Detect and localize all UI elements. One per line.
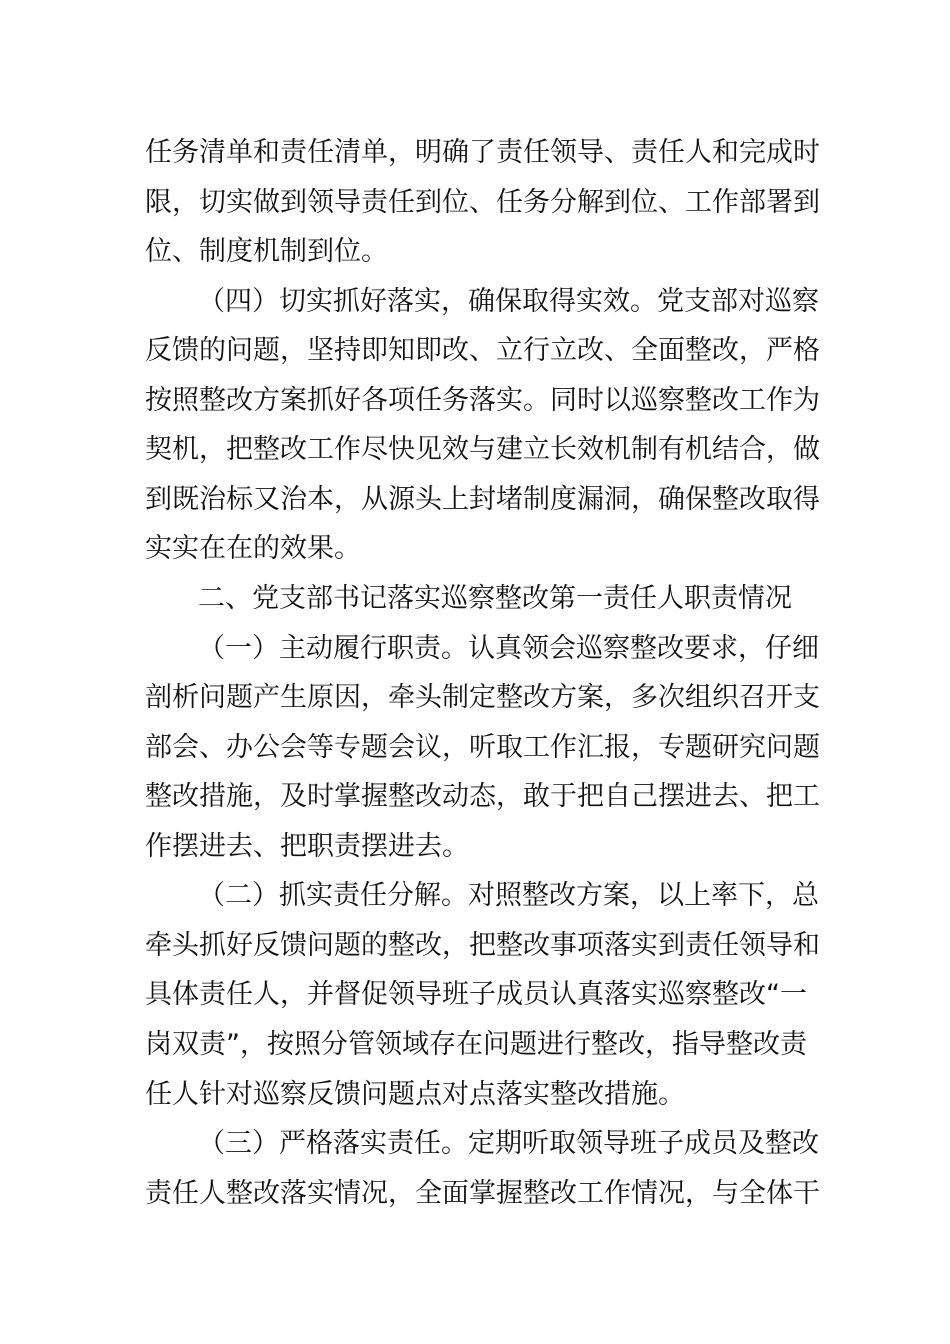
text-line: 到既治标又治本，从源头上封堵制度漏洞，确保整改取得 (145, 484, 820, 515)
text-line: 按照整改方案抓好各项任务落实。同时以巡察整改工作为 (145, 385, 820, 416)
text-line: 岗双责”，按照分管领域存在问题进行整改，指导整改责 (145, 1029, 807, 1060)
text-line: 反馈的问题，坚持即知即改、立行立改、全面整改，严格 (145, 335, 820, 366)
text-line: 牵头抓好反馈问题的整改，把整改事项落实到责任领导和 (145, 930, 820, 961)
text-line: 任务清单和责任清单，明确了责任领导、责任人和完成时 (145, 137, 820, 168)
text-line: 实实在在的效果。 (145, 533, 361, 564)
text-line: 具体责任人，并督促领导班子成员认真落实巡察整改“一 (145, 979, 807, 1010)
text-line: 部会、办公会等专题会议，听取工作汇报，专题研究问题 (145, 732, 820, 763)
text-line: 限，切实做到领导责任到位、任务分解到位、工作部署到 (145, 187, 820, 218)
paragraph-start-line: （四）切实抓好落实，确保取得实效。党支部对巡察 (198, 286, 819, 317)
paragraph-start-line: （三）严格落实责任。定期听取领导班子成员及整改 (198, 1128, 819, 1159)
text-line: 契机，把整改工作尽快见效与建立长效机制有机结合，做 (145, 434, 820, 465)
text-line: 位、制度机制到位。 (145, 236, 388, 267)
text-line: 任人针对巡察反馈问题点对点落实整改措施。 (145, 1079, 685, 1110)
text-line: 剖析问题产生原因，牵头制定整改方案，多次组织召开支 (145, 682, 820, 713)
section-heading: 二、党支部书记落实巡察整改第一责任人职责情况 (198, 583, 792, 614)
text-line: 整改措施，及时掌握整改动态，敢于把自己摆进去、把工 (145, 781, 820, 812)
paragraph-start-line: （一）主动履行职责。认真领会巡察整改要求，仔细 (198, 633, 819, 664)
text-line: 作摆进去、把职责摆进去。 (145, 831, 469, 862)
text-line: 责任人整改落实情况，全面掌握整改工作情况，与全体干 (145, 1178, 820, 1209)
paragraph-start-line: （二）抓实责任分解。对照整改方案，以上率下，总 (198, 880, 819, 911)
